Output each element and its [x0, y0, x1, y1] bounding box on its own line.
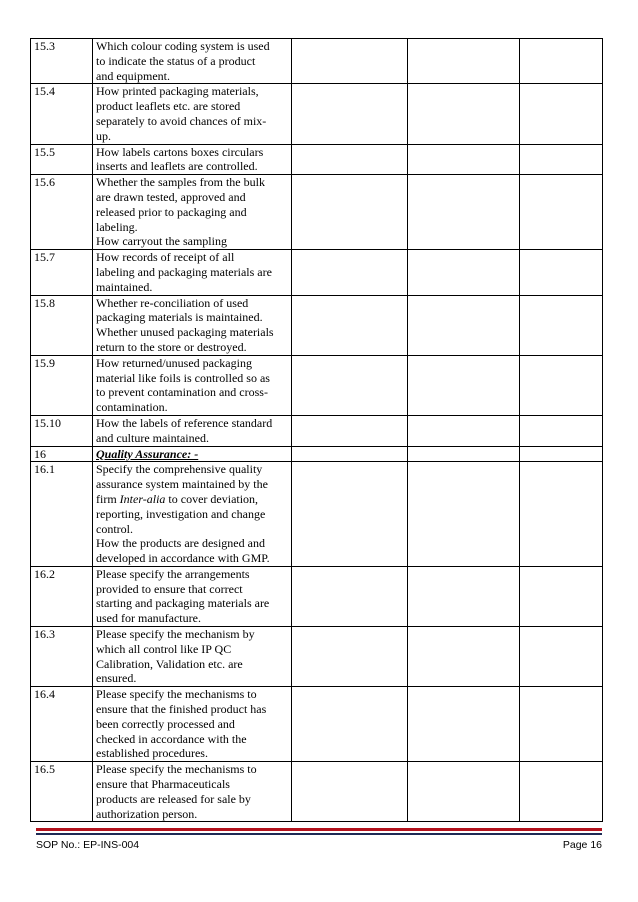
table-row	[31, 144, 603, 175]
item-number: 15.9	[31, 355, 93, 415]
item-number: 15.3	[31, 39, 93, 84]
section-row	[31, 446, 603, 462]
item-number: 15.4	[31, 84, 93, 144]
item-question: How records of receipt of all labeling and packaging materials are maintained.	[93, 250, 292, 295]
page-number: Page 16	[562, 839, 602, 851]
item-question: How returned/unused packaging material like foils is controlled so as to prevent contamination and cross- contamination.	[93, 355, 292, 415]
response-cell	[292, 566, 408, 626]
status-cell	[520, 175, 603, 250]
footer-divider-navy	[36, 833, 602, 835]
table-row	[31, 250, 603, 295]
response-cell	[292, 250, 408, 295]
status-cell	[520, 566, 603, 626]
table-row	[31, 175, 603, 250]
remarks-cell	[408, 762, 520, 822]
response-cell	[292, 687, 408, 762]
status-cell	[520, 355, 603, 415]
question-italic-term: Inter-alia	[119, 491, 166, 506]
question-text-end: to cover deviation, reporting, investigation and change control. How the products are designed and developed in accordance with GMP.	[96, 491, 270, 566]
table-row	[31, 462, 603, 567]
item-question: How labels cartons boxes circulars inserts and leaflets are controlled.	[93, 144, 292, 175]
status-cell	[520, 144, 603, 175]
response-cell	[292, 295, 408, 355]
item-number: 16.5	[31, 762, 93, 822]
table-row	[31, 84, 603, 144]
item-question: Which colour coding system is used to indicate the status of a product and equipment.	[93, 39, 292, 84]
item-question: Please specify the mechanism by which all control like IP QC Calibration, Validation etc. are ensured.	[93, 627, 292, 687]
response-cell	[292, 415, 408, 446]
response-cell	[292, 355, 408, 415]
status-cell	[520, 762, 603, 822]
item-question: How the labels of reference standard and culture maintained.	[93, 415, 292, 446]
response-cell	[292, 84, 408, 144]
item-question	[93, 462, 292, 567]
remarks-cell	[408, 462, 520, 567]
response-cell	[292, 175, 408, 250]
remarks-cell	[408, 250, 520, 295]
status-cell	[520, 250, 603, 295]
remarks-cell	[408, 627, 520, 687]
remarks-cell	[408, 415, 520, 446]
section-title-cell	[93, 446, 292, 462]
item-number: 15.6	[31, 175, 93, 250]
remarks-cell	[408, 355, 520, 415]
item-number: 15.8	[31, 295, 93, 355]
status-cell	[520, 415, 603, 446]
item-number: 15.5	[31, 144, 93, 175]
item-number: 16.2	[31, 566, 93, 626]
item-number: 16.1	[31, 462, 93, 567]
item-question: Whether re-conciliation of used packaging materials is maintained. Whether unused packaging materials return to the store or destroyed.	[93, 295, 292, 355]
remarks-cell	[408, 295, 520, 355]
question-text-start: Specify the comprehensive quality assurance system maintained by the firm	[96, 462, 268, 506]
item-number: 16.4	[31, 687, 93, 762]
remarks-cell	[408, 144, 520, 175]
checklist-table	[30, 38, 603, 822]
table-row	[31, 687, 603, 762]
status-cell	[520, 687, 603, 762]
table-row	[31, 415, 603, 446]
item-question: Please specify the mechanisms to ensure that Pharmaceuticals products are released for sale by authorization person.	[93, 762, 292, 822]
table-row	[31, 627, 603, 687]
response-cell	[292, 446, 408, 462]
item-question: Please specify the arrangements provided to ensure that correct starting and packaging materials are used for manufacture.	[93, 566, 292, 626]
status-cell	[520, 462, 603, 567]
response-cell	[292, 462, 408, 567]
status-cell	[520, 39, 603, 84]
status-cell	[520, 627, 603, 687]
remarks-cell	[408, 687, 520, 762]
remarks-cell	[408, 39, 520, 84]
table-row	[31, 762, 603, 822]
item-number: 15.10	[31, 415, 93, 446]
response-cell	[292, 144, 408, 175]
sop-number: SOP No.: EP-INS-004	[36, 839, 140, 851]
item-question: How printed packaging materials, product leaflets etc. are stored separately to avoid chances of mix- up.	[93, 84, 292, 144]
status-cell	[520, 446, 603, 462]
remarks-cell	[408, 175, 520, 250]
item-number: 15.7	[31, 250, 93, 295]
table-row	[31, 39, 603, 84]
remarks-cell	[408, 446, 520, 462]
table-row	[31, 566, 603, 626]
section-number: 16	[31, 446, 93, 462]
response-cell	[292, 762, 408, 822]
item-question: Whether the samples from the bulk are drawn tested, approved and released prior to packaging and labeling. How carryout the sampling	[93, 175, 292, 250]
item-number: 16.3	[31, 627, 93, 687]
remarks-cell	[408, 566, 520, 626]
status-cell	[520, 84, 603, 144]
response-cell	[292, 39, 408, 84]
table-row	[31, 355, 603, 415]
remarks-cell	[408, 84, 520, 144]
status-cell	[520, 295, 603, 355]
response-cell	[292, 627, 408, 687]
section-title: Quality Assurance: -	[96, 446, 199, 461]
item-question: Please specify the mechanisms to ensure that the finished product has been correctly processed and checked in accordance with the established procedures.	[93, 687, 292, 762]
footer-divider-red	[36, 828, 602, 831]
table-row	[31, 295, 603, 355]
